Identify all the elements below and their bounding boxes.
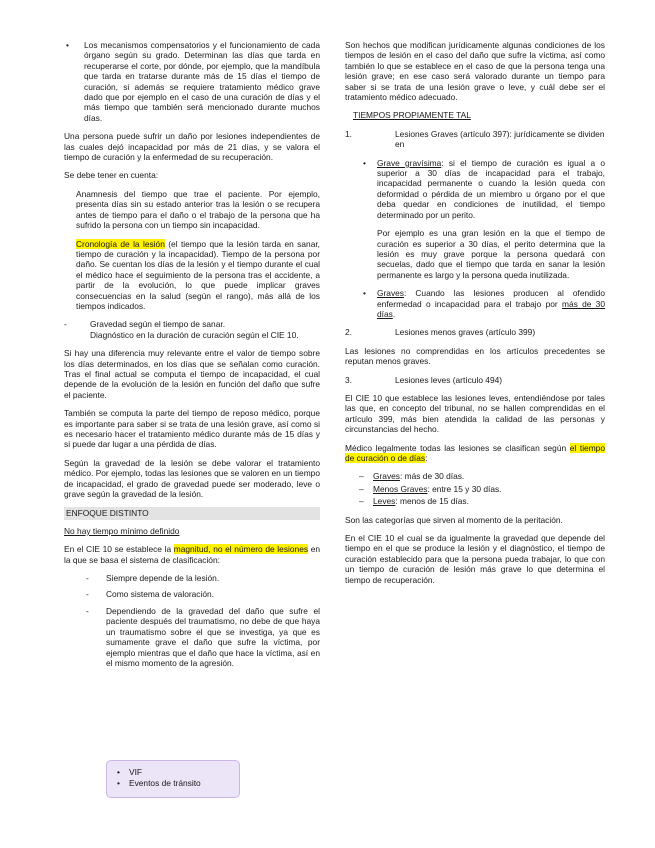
- section-heading: ENFOQUE DISTINTO: [64, 507, 320, 519]
- list-item: - Dependiendo de la gravedad del daño que sufre el paciente después del traumatismo, no debe de que haya un traumatismo sobre el que se investiga, ya que es sumamente grave el daño que sufre la víctima, por ejemplo mientras que el daño que hace la víctima, así en el mismo momento de la agresión.: [86, 605, 320, 668]
- list-item: • Graves: Cuando las lesiones producen al ofendido enfermedad o incapacidad para el trabajo por más de 30 días.: [363, 288, 605, 319]
- paragraph: Por ejemplo es una gran lesión en la que el tiempo de curación es superior a 30 días, el perito determina que la lesión es muy grave porque la persona quedará con secuelas, dado que el tiempo que tarda en sanar la lesión permanente es largo y la persona queda inutilizada.: [377, 228, 605, 280]
- paragraph: En el CIE 10 se establece la magnitud, no el número de lesiones en la que se basa el sistema de clasificación:: [64, 544, 321, 565]
- callout-item: • Eventos de tránsito: [117, 778, 201, 788]
- dash-list: [64, 573, 320, 668]
- bullet-list: [345, 158, 605, 320]
- list-item: - Gravedad según el tiempo de sanar.: [64, 319, 226, 330]
- left-column: [64, 40, 320, 676]
- list-item: - Siempre depende de la lesión.: [86, 573, 220, 584]
- indented-paragraph: Anamnesis del tiempo que trae el paciente. Por ejemplo, presenta días sin su estado anterior tras la lesión o se recupera antes de tiempo para el daño o el trabajo de la persona que ha sufrido la persona con un tiempo sin incapacidad.: [76, 188, 320, 231]
- highlighted-text: el tiempo de curación o de días: [345, 442, 605, 463]
- numbered-heading: 2. Lesiones menos graves (artículo 399): [345, 327, 536, 338]
- sub-list: [64, 319, 320, 340]
- paragraph-text: (el tiempo que la lesión tarda en sanar, tiempo de curación y la incapacidad). Tiempo de la persona por daño. Se cuentan los días de la lesión y el tiempo durante el cual el médico hace el seguimiento de la persona tras el accidente, a partir de la evolución, lo que puede implicar graves consecuencias en la salud (según el rango), más allá de los tiempos indicados.: [76, 238, 320, 311]
- numbered-heading: 3. Lesiones leves (artículo 494): [345, 374, 503, 385]
- list-item: Diagnóstico en la duración de curación según el CIE 10.: [90, 329, 299, 340]
- list-item: • Grave gravísima: si el tiempo de curación es igual a o superior a 30 días de incapacidad para el trabajo, incapacidad permanente o cuando la lesión queda con deformidad o pérdida de un miembro u órgano por el que deba quedar en condiciones de inutilidad, el tiempo determinado por un perito.: [363, 157, 605, 220]
- dash-list: [345, 471, 605, 506]
- paragraph: Son hechos que modifican jurídicamente algunas condiciones de los tiempos de lesión en el caso del daño que sufre la víctima, así como también lo que se establece en el caso de que la persona tenga una lesión grave; en ese caso será valorado durante un tiempo para saber si se trata de una lesión grave o leve, y cuál debe ser el tratamiento médico adecuado.: [345, 40, 605, 103]
- paragraph: En el CIE 10 el cual se da igualmente la gravedad que depende del tiempo en el que se produce la lesión y el diagnóstico, el tiempo de curación establecido para que la persona pueda trabajar, lo que con un tiempo de curación de lesión más grave lo que determina el tiempo de recuperación.: [345, 533, 605, 585]
- intro-bullet: [64, 40, 320, 123]
- subheading: No hay tiempo mínimo definido: [64, 525, 180, 536]
- bullet-marker: •: [66, 40, 69, 50]
- list-item: – Menos Graves: entre 15 y 30 días.: [359, 483, 502, 494]
- indented-paragraph: [64, 239, 320, 312]
- right-column: [345, 40, 605, 593]
- paragraph: Son las categorías que sirven al momento de la peritación.: [345, 514, 563, 525]
- paragraph: También se computa la parte del tiempo de reposo médico, porque es importante para saber si se trata de una lesión grave, así como si es necesario hacer el tratamiento médico durante más de 15 días y si puede dar lugar a una pérdida de días.: [64, 408, 320, 450]
- paragraph: Si hay una diferencia muy relevante entre el valor de tiempo sobre los días determinados, en los días que se señalan como curación. Tras el final actual se computa el tiempo de incapacidad, el cual depende de la evolución de la lesión en función del daño que sufre el paciente.: [64, 348, 320, 400]
- paragraph: El CIE 10 que establece las lesiones leves, entendiéndose por tales las que, en concepto del tribunal, no se hallen comprendidas en el artículo 399, más bien atendida la calidad de las personas y circunstancias del hecho.: [345, 392, 605, 435]
- list-item: - Como sistema de valoración.: [86, 589, 214, 600]
- paragraph: Según la gravedad de la lesión se debe valorar el tratamiento médico. Por ejemplo, todas las lesiones que se valoren en un tiempo de incapacidad, el grado de gravedad puede ser moderado, leve o grave según la gravedad de la lesión.: [64, 457, 320, 500]
- callout-item: • VIF: [117, 767, 143, 777]
- highlighted-text: Cronología de la lesión: [76, 238, 165, 249]
- section-heading: TIEMPOS PROPIAMENTE TAL: [353, 110, 471, 121]
- intro-bullet-text: Los mecanismos compensatorios y el funcionamiento de cada órgano según su grado. Determinan las días que tarda en recuperarse el corte, por dónde, por ejemplo, que la mandíbula que tarda en tratarse durante más de 15 días el tiempo de curación, si además se requiere tratamiento médico grave dado que por ejemplo en el caso de una curación de días y el más tiempo que también será mencionado durante muchos días.: [84, 40, 320, 123]
- paragraph: Se debe tener en cuenta:: [64, 170, 159, 181]
- paragraph: Médico legalmente todas las lesiones se clasifican según el tiempo de curación o de días:: [345, 442, 605, 463]
- numbered-heading: 1. Lesiones Graves (artículo 397): jurídicamente se dividen en: [345, 128, 605, 150]
- paragraph: Una persona puede sufrir un daño por lesiones independientes de las cuales dejó incapacidad por más de 21 días, y se valora el tiempo de curación y la enfermedad de su recuperación.: [64, 131, 320, 163]
- highlighted-text: magnitud, no el número de lesiones: [173, 544, 309, 555]
- list-item: – Leves: menos de 15 días.: [359, 496, 469, 507]
- callout-box: [106, 760, 240, 798]
- paragraph: Las lesiones no comprendidas en los artículos precedentes se reputan menos graves.: [345, 345, 605, 367]
- list-item: – Graves: más de 30 días.: [359, 471, 465, 482]
